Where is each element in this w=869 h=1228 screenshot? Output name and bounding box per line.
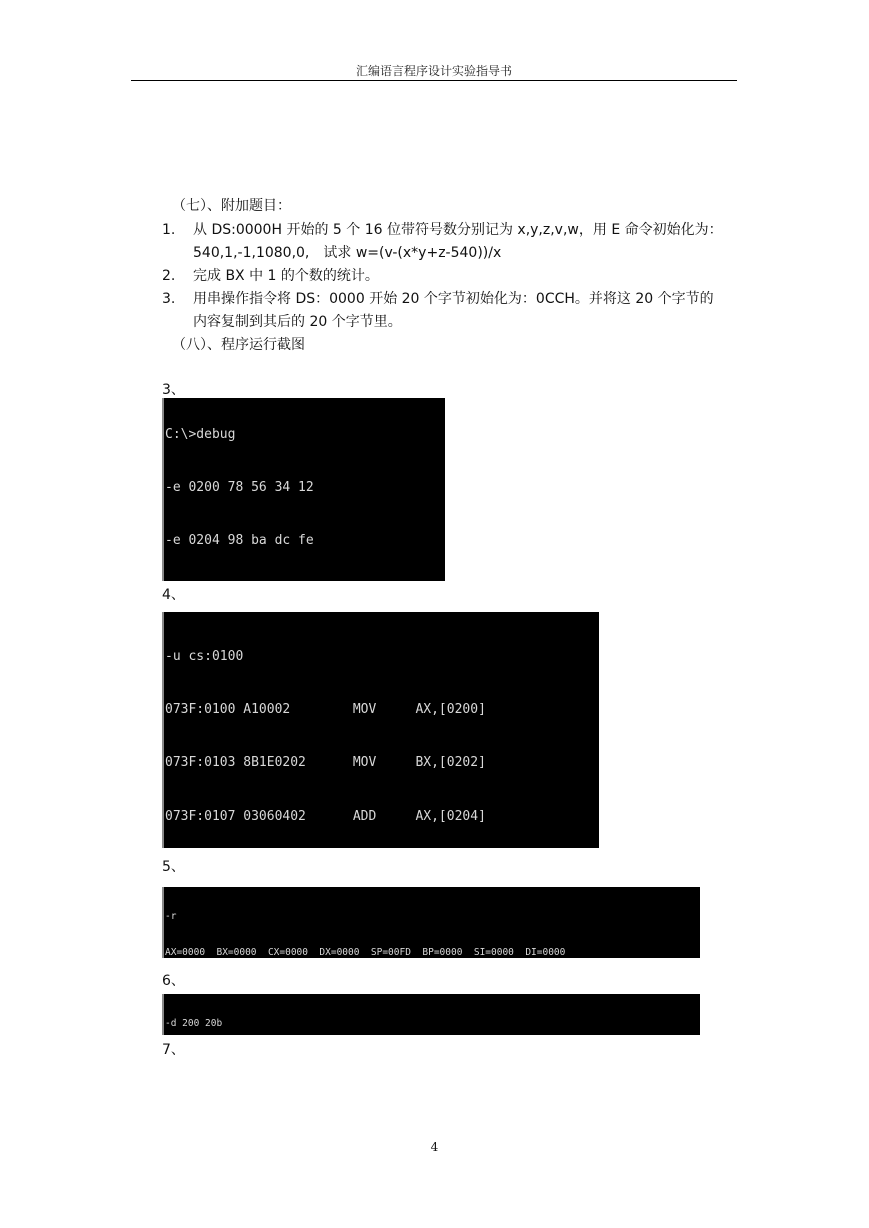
section-8-title: （八）、程序运行截图 <box>172 337 305 353</box>
item-1-text: 从 DS:0000H 开始的 5 个 16 位带符号数分别记为 x,y,z,v,w，用 E 命令初始化为： <box>193 222 723 238</box>
item-2-number: 2. <box>162 268 176 284</box>
screenshot-label-3: 3、 <box>162 382 185 398</box>
terminal-line: 073F:0107 03060402 ADD AX,[0204] <box>165 808 486 824</box>
section-7-title: （七）、附加题目： <box>172 198 291 214</box>
item-1-number: 1. <box>162 222 176 238</box>
screenshot-label-4: 4、 <box>162 587 185 603</box>
screenshot-label-6: 6、 <box>162 973 185 989</box>
terminal-line: -e 0204 98 ba dc fe <box>165 533 314 549</box>
debug-screenshot-registers <box>162 887 700 958</box>
page-number: 4 <box>430 1140 439 1154</box>
debug-screenshot-unassemble <box>162 612 599 848</box>
terminal-line: C:\>debug <box>165 426 236 442</box>
debug-screenshot-enter-assemble <box>162 398 445 581</box>
terminal-line: -e 0200 78 56 34 12 <box>165 479 314 495</box>
terminal-line: -u cs:0100 <box>165 648 244 664</box>
terminal-line: 073F:0103 8B1E0202 MOV BX,[0202] <box>165 755 486 771</box>
running-header: 汇编语言程序设计实验指导书 <box>355 64 512 78</box>
terminal-line: -d 200 20b <box>165 1018 223 1029</box>
debug-screenshot-dump <box>162 994 700 1035</box>
item-2-text: 完成 BX 中 1 的个数的统计。 <box>193 268 379 284</box>
terminal-line: -r <box>165 911 177 922</box>
screenshot-label-7: 7、 <box>162 1042 185 1058</box>
screenshot-label-5: 5、 <box>162 859 185 875</box>
terminal-line: AX=0000 BX=0000 CX=0000 DX=0000 SP=00FD BP=0000 SI=0000 DI=0000 <box>165 947 566 958</box>
item-3-number: 3. <box>162 291 176 307</box>
header-rule <box>131 80 737 81</box>
item-3-text-cont: 内容复制到其后的 20 个字节里。 <box>193 314 402 330</box>
item-3-text: 用串操作指令将 DS：0000 开始 20 个字节初始化为：0CCH。并将这 20 个字节的 <box>193 291 714 307</box>
item-1-text-cont: 540,1,-1,1080,0, 试求 w=(v-(x*y+z-540))/x <box>193 245 502 261</box>
terminal-line: 073F:0100 A10002 MOV AX,[0200] <box>165 701 486 717</box>
